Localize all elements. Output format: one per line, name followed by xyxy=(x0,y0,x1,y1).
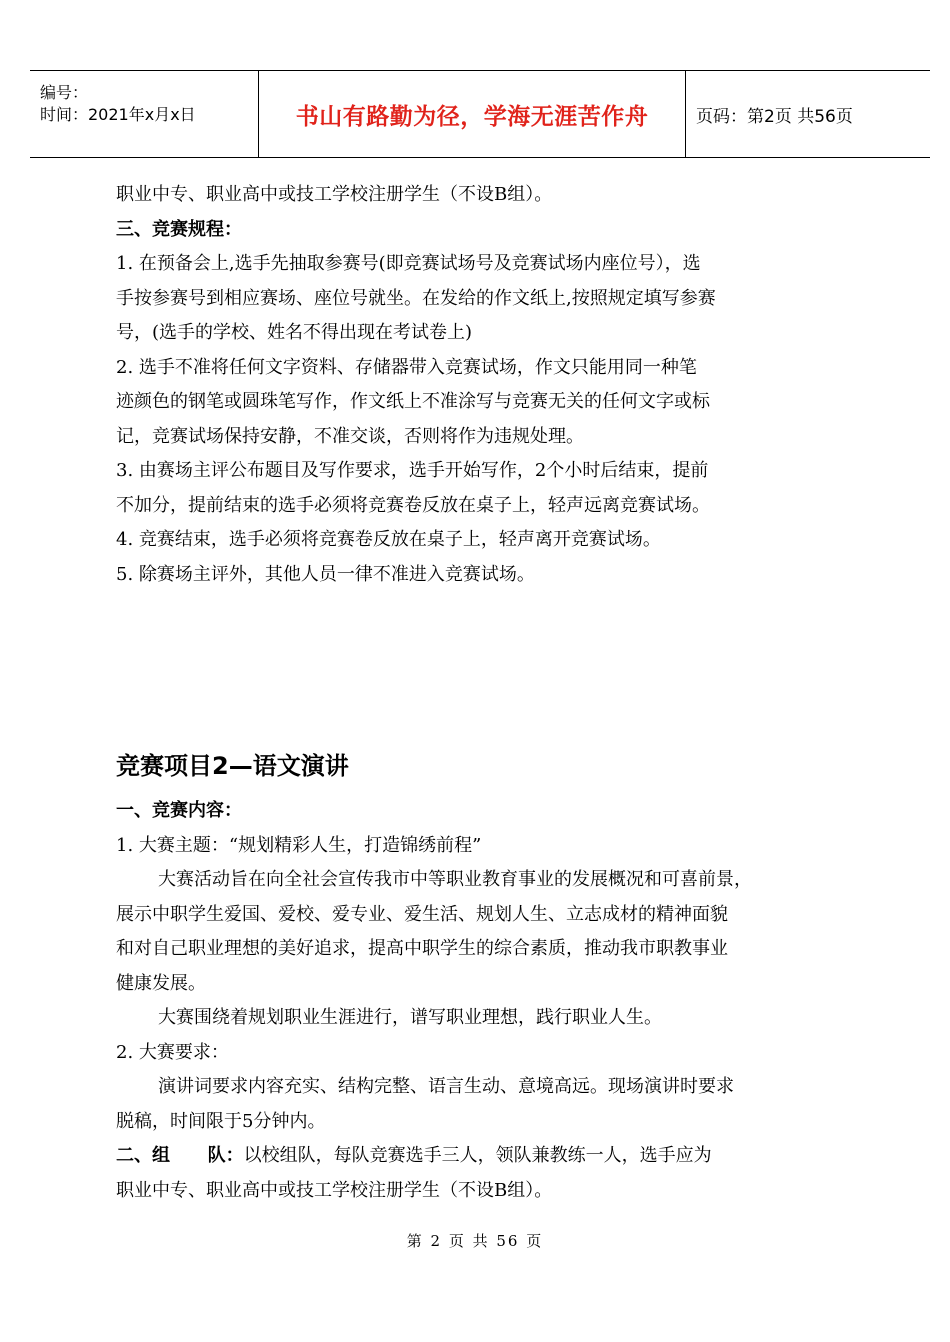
text-line: 大赛活动旨在向全社会宣传我市中等职业教育事业的发展概况和可喜前景， xyxy=(158,869,752,890)
text-line: 不加分，提前结束的选手必须将竞赛卷反放在桌子上，轻声远离竞赛试场。 xyxy=(116,494,710,516)
header-meta-cell xyxy=(30,71,259,157)
text-line: 展示中职学生爱国、爱校、爱专业、爱生活、规划人生、立志成材的精神面貌 xyxy=(116,903,728,925)
text-line: 手按参赛号到相应赛场、座位号就坐。在发给的作文纸上,按照规定填写参赛 xyxy=(116,287,716,309)
text-line: 大赛围绕着规划职业生涯进行，谱写职业理想，践行职业人生。 xyxy=(158,1007,662,1028)
text-line: 5. 除赛场主评外，其他人员一律不准进入竞赛试场。 xyxy=(116,563,535,585)
text-line: 2. 大赛要求： xyxy=(116,1041,229,1063)
team-line xyxy=(116,1139,896,1174)
text-line: 4. 竞赛结束，选手必须将竞赛卷反放在桌子上，轻声离开竞赛试场。 xyxy=(116,529,661,550)
page-info: 页码：第2页 共56页 xyxy=(696,106,853,127)
header-motto-cell xyxy=(259,71,686,157)
text-line: 职业中专、职业高中或技工学校注册学生（不设B组）。 xyxy=(116,184,553,205)
text-line: 和对自己职业理想的美好追求，提高中职学生的综合素质，推动我市职教事业 xyxy=(116,938,728,959)
section-heading-rules: 三、竞赛规程： xyxy=(116,218,242,240)
section-title: 竞赛项目2—语文演讲 xyxy=(116,752,349,780)
page-footer: 第 2 页 共 56 页 xyxy=(406,1232,544,1250)
rules-block xyxy=(116,178,896,592)
text-line: 1. 在预备会上,选手先抽取参赛号(即竞赛试场号及竞赛试场内座位号），选 xyxy=(116,253,701,274)
text-line: 职业中专、职业高中或技工学校注册学生（不设B组）。 xyxy=(116,1179,553,1201)
section-heading-team: 二、组 队： xyxy=(116,1145,244,1166)
text-line: 演讲词要求内容充实、结构完整、语言生动、意境高远。现场演讲时要求 xyxy=(158,1076,734,1097)
header-page-cell xyxy=(686,71,930,157)
number-label: 编号： xyxy=(40,83,89,102)
motto-text: 书山有路勤为径，学海无涯苦作舟 xyxy=(295,103,649,130)
text-line: 迹颜色的钢笔或圆珠笔写作，作文纸上不准涂写与竞赛无关的任何文字或标 xyxy=(116,391,710,412)
speech-block xyxy=(116,794,896,1208)
text-line: 健康发展。 xyxy=(116,972,206,994)
text-line: 脱稿，时间限于5分钟内。 xyxy=(116,1110,326,1132)
text-line: 3. 由赛场主评公布题目及写作要求，选手开始写作，2个小时后结束，提前 xyxy=(116,460,709,481)
text-line: 记，竞赛试场保持安静，不准交谈，否则将作为违规处理。 xyxy=(116,425,584,447)
time-label: 时间：2021年x月x日 xyxy=(40,105,196,124)
text-line: 2. 选手不准将任何文字资料、存储器带入竞赛试场，作文只能用同一种笔 xyxy=(116,356,697,378)
section-heading-content: 一、竞赛内容： xyxy=(116,800,242,821)
text-line: 号，(选手的学校、姓名不得出现在考试卷上) xyxy=(116,322,473,343)
team-text: 以校组队，每队竞赛选手三人，领队兼教练一人，选手应为 xyxy=(243,1145,712,1166)
text-line: 1. 大赛主题：“规划精彩人生，打造锦绣前程” xyxy=(116,834,482,856)
document-header xyxy=(30,70,930,158)
